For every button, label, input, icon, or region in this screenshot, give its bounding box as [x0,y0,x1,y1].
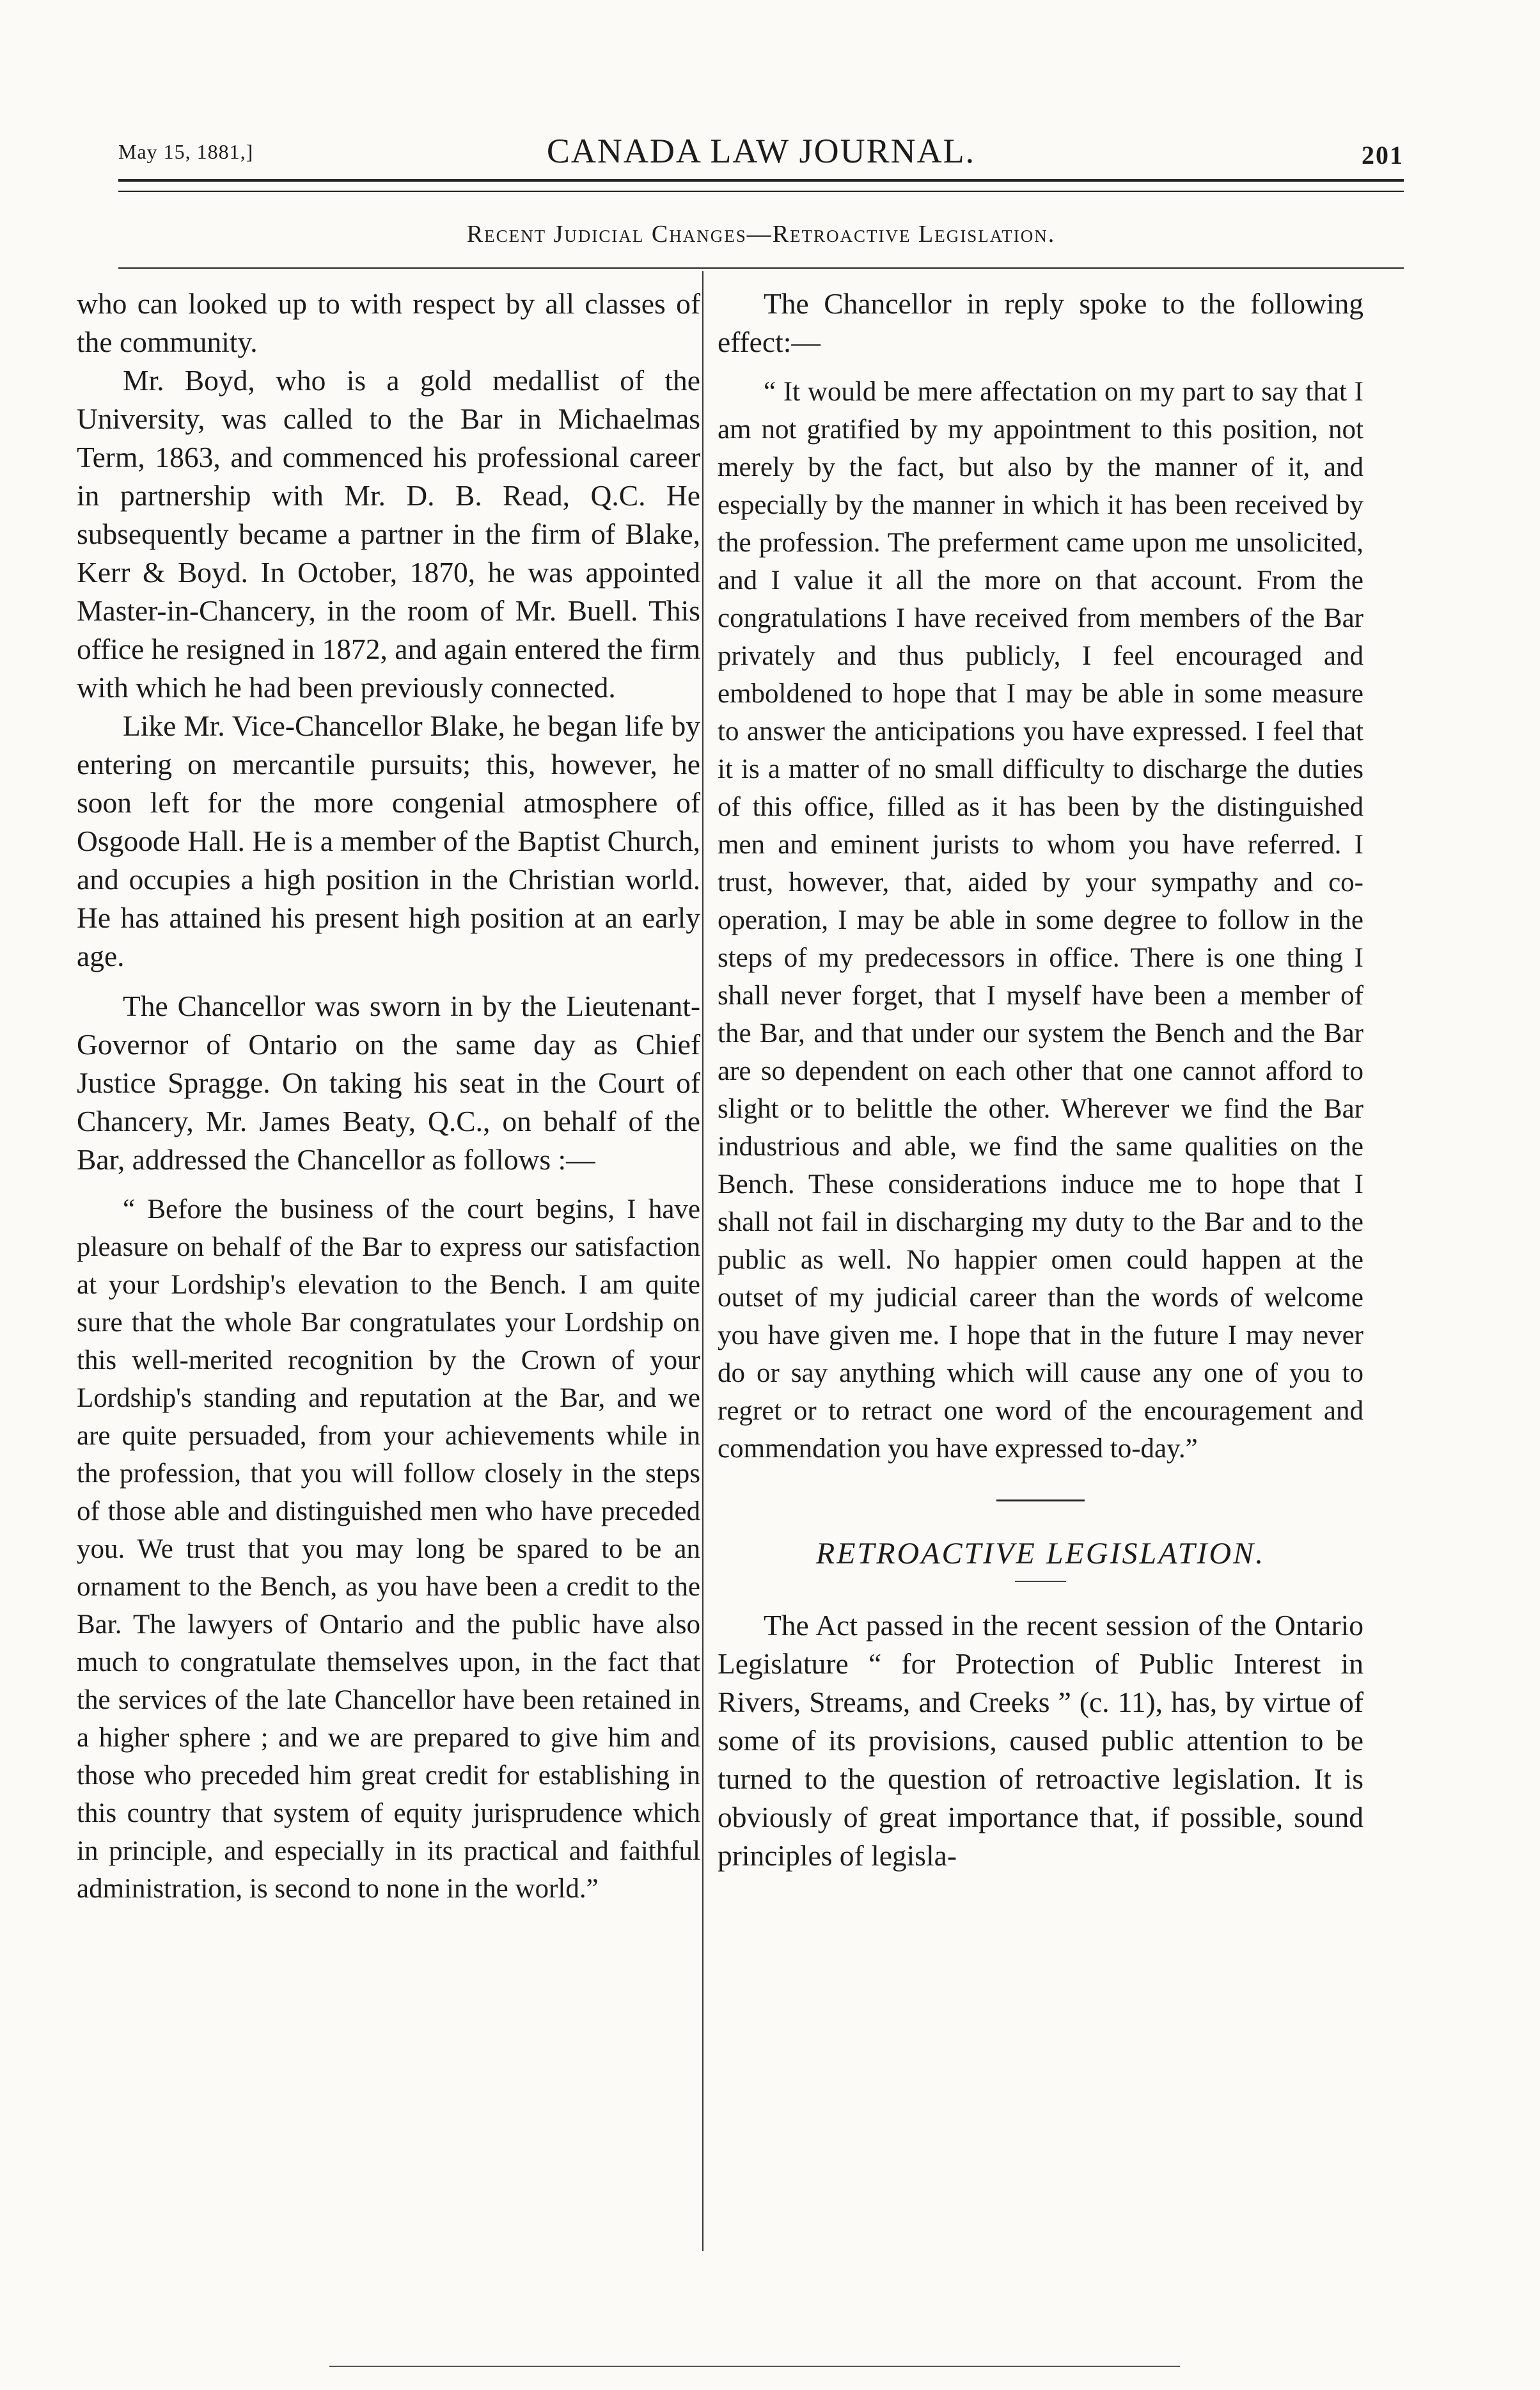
paragraph: Mr. Boyd, who is a gold medallist of the University, was called to the Bar in Michaelmas Term, 1863, and commenced his professional career in partnership with Mr. D. B. Read, Q.C. He subsequently became a partner in the firm of Blake, Kerr & Boyd. In October, 1870, he was appointed Master-in-Chancery, in the room of Mr. Buell. This office he resigned in 1872, and again entered the firm with which he had been previously connected. [77,364,700,704]
column-divider [702,271,703,2251]
header-date: May 15, 1881,] [118,140,254,163]
right-column [718,285,1363,1875]
left-column [77,285,700,1908]
heading-underline [1015,1581,1066,1582]
chancellor-reply-quote: “ It would be mere affectation on my part to say that I am not gratified by my appointment to this position, not merely by the fact, but also by the manner of it, and especially by the manner in which it has been received by the profession. The preferment came upon me unsolicited, and I value it all the more on that account. From the congratulations I have received from members of the Bar privately and thus publicly, I feel encouraged and emboldened to hope that I may be able in some measure to answer the anticipations you have expressed. I feel that it is a matter of no small difficulty to discharge the duties of this office, filled as it has been by the distinguished men and eminent jurists to whom you have referred. I trust, however, that, aided by your sympathy and co-operation, I may be able in some degree to follow in the steps of my predecessors in office. There is one thing I shall never forget, that I myself have been a member of the Bar, and that under our system the Bench and the Bar are so dependent on each other that one cannot afford to slight or to belittle the other. Wherever we find the Bar industrious and able, we find the same qualities on the Bench. These considerations induce me to hope that I shall not fail in discharging my duty to the Bar and to the public as well. No happier omen could happen at the outset of my judicial career than the words of welcome you have given me. I hope that in the future I may never do or say anything which will cause any one of you to regret or to retract one word of the encouragement and commendation you have expressed to-day.” [718,377,1363,1464]
paragraph: The Chancellor in reply spoke to the following effect:— [718,287,1363,358]
paragraph: Like Mr. Vice-Chancellor Blake, he began life by entering on mercantile pursuits; this, however, he soon left for the more congenial atmosphere of Osgoode Hall. He is a member of the Baptist Church, and occupies a high position in the Christian world. He has attained his present high position at an early age. [77,709,700,972]
spacer [77,976,700,987]
subtitle-rule [118,267,1404,269]
header-rule-thick [118,179,1404,182]
page-number: 201 [1362,141,1404,170]
paragraph: The Chancellor was sworn in by the Lieutenant-Governor of Ontario on the same day as Chief Justice Spragge. On taking his seat in the Court of Chancery, Mr. James Beaty, Q.C., on behalf of the Bar, addressed the Chancellor as follows :— [77,990,700,1176]
section-heading: RETROACTIVE LEGISLATION. [815,1537,1266,1571]
beaty-address-quote: “ Before the business of the court begins, I have pleasure on behalf of the Bar to express our satisfaction at your Lordship's elevation to the Bench. I am quite sure that the whole Bar congratulates your Lordship on this well-merited recognition by the Crown of your Lordship's standing and reputation at the Bar, and we are quite persuaded, from your achievements while in the profession, that you will follow closely in the steps of those able and distinguished men who have preceded you. We trust that you may long be spared to be an ornament to the Bench, as you have been a credit to the Bar. The lawyers of Ontario and the public have also much to congratulate themselves upon, in the fact that the services of the late Chancellor have been retained in a higher sphere ; and we are prepared to give him and those who preceded him great credit for establishing in this country that system of equity jurisprudence which in principle, and especially in its practical and faithful administration, is second to none in the world.” [77,1194,700,1904]
paragraph: who can looked up to with respect by all classes of the community. [77,287,700,358]
running-header [118,131,1404,176]
spacer [718,361,1363,373]
footer-rule [329,2366,1180,2367]
spacer [77,1179,700,1191]
journal-title: CANADA LAW JOURNAL. [546,132,976,170]
running-subtitle: Recent Judicial Changes—Retroactive Legislation. [466,221,1056,248]
section-separator [996,1500,1085,1501]
header-rule-thin [118,191,1404,192]
paragraph: The Act passed in the recent session of the Ontario Legislature “ for Protection of Public Interest in Rivers, Streams, and Creeks ” (c. 11), has, by virtue of some of its provisions, caused public attention to be turned to the question of retroactive legislation. It is obviously of great importance that, if possible, sound principles of legisla- [718,1609,1363,1872]
